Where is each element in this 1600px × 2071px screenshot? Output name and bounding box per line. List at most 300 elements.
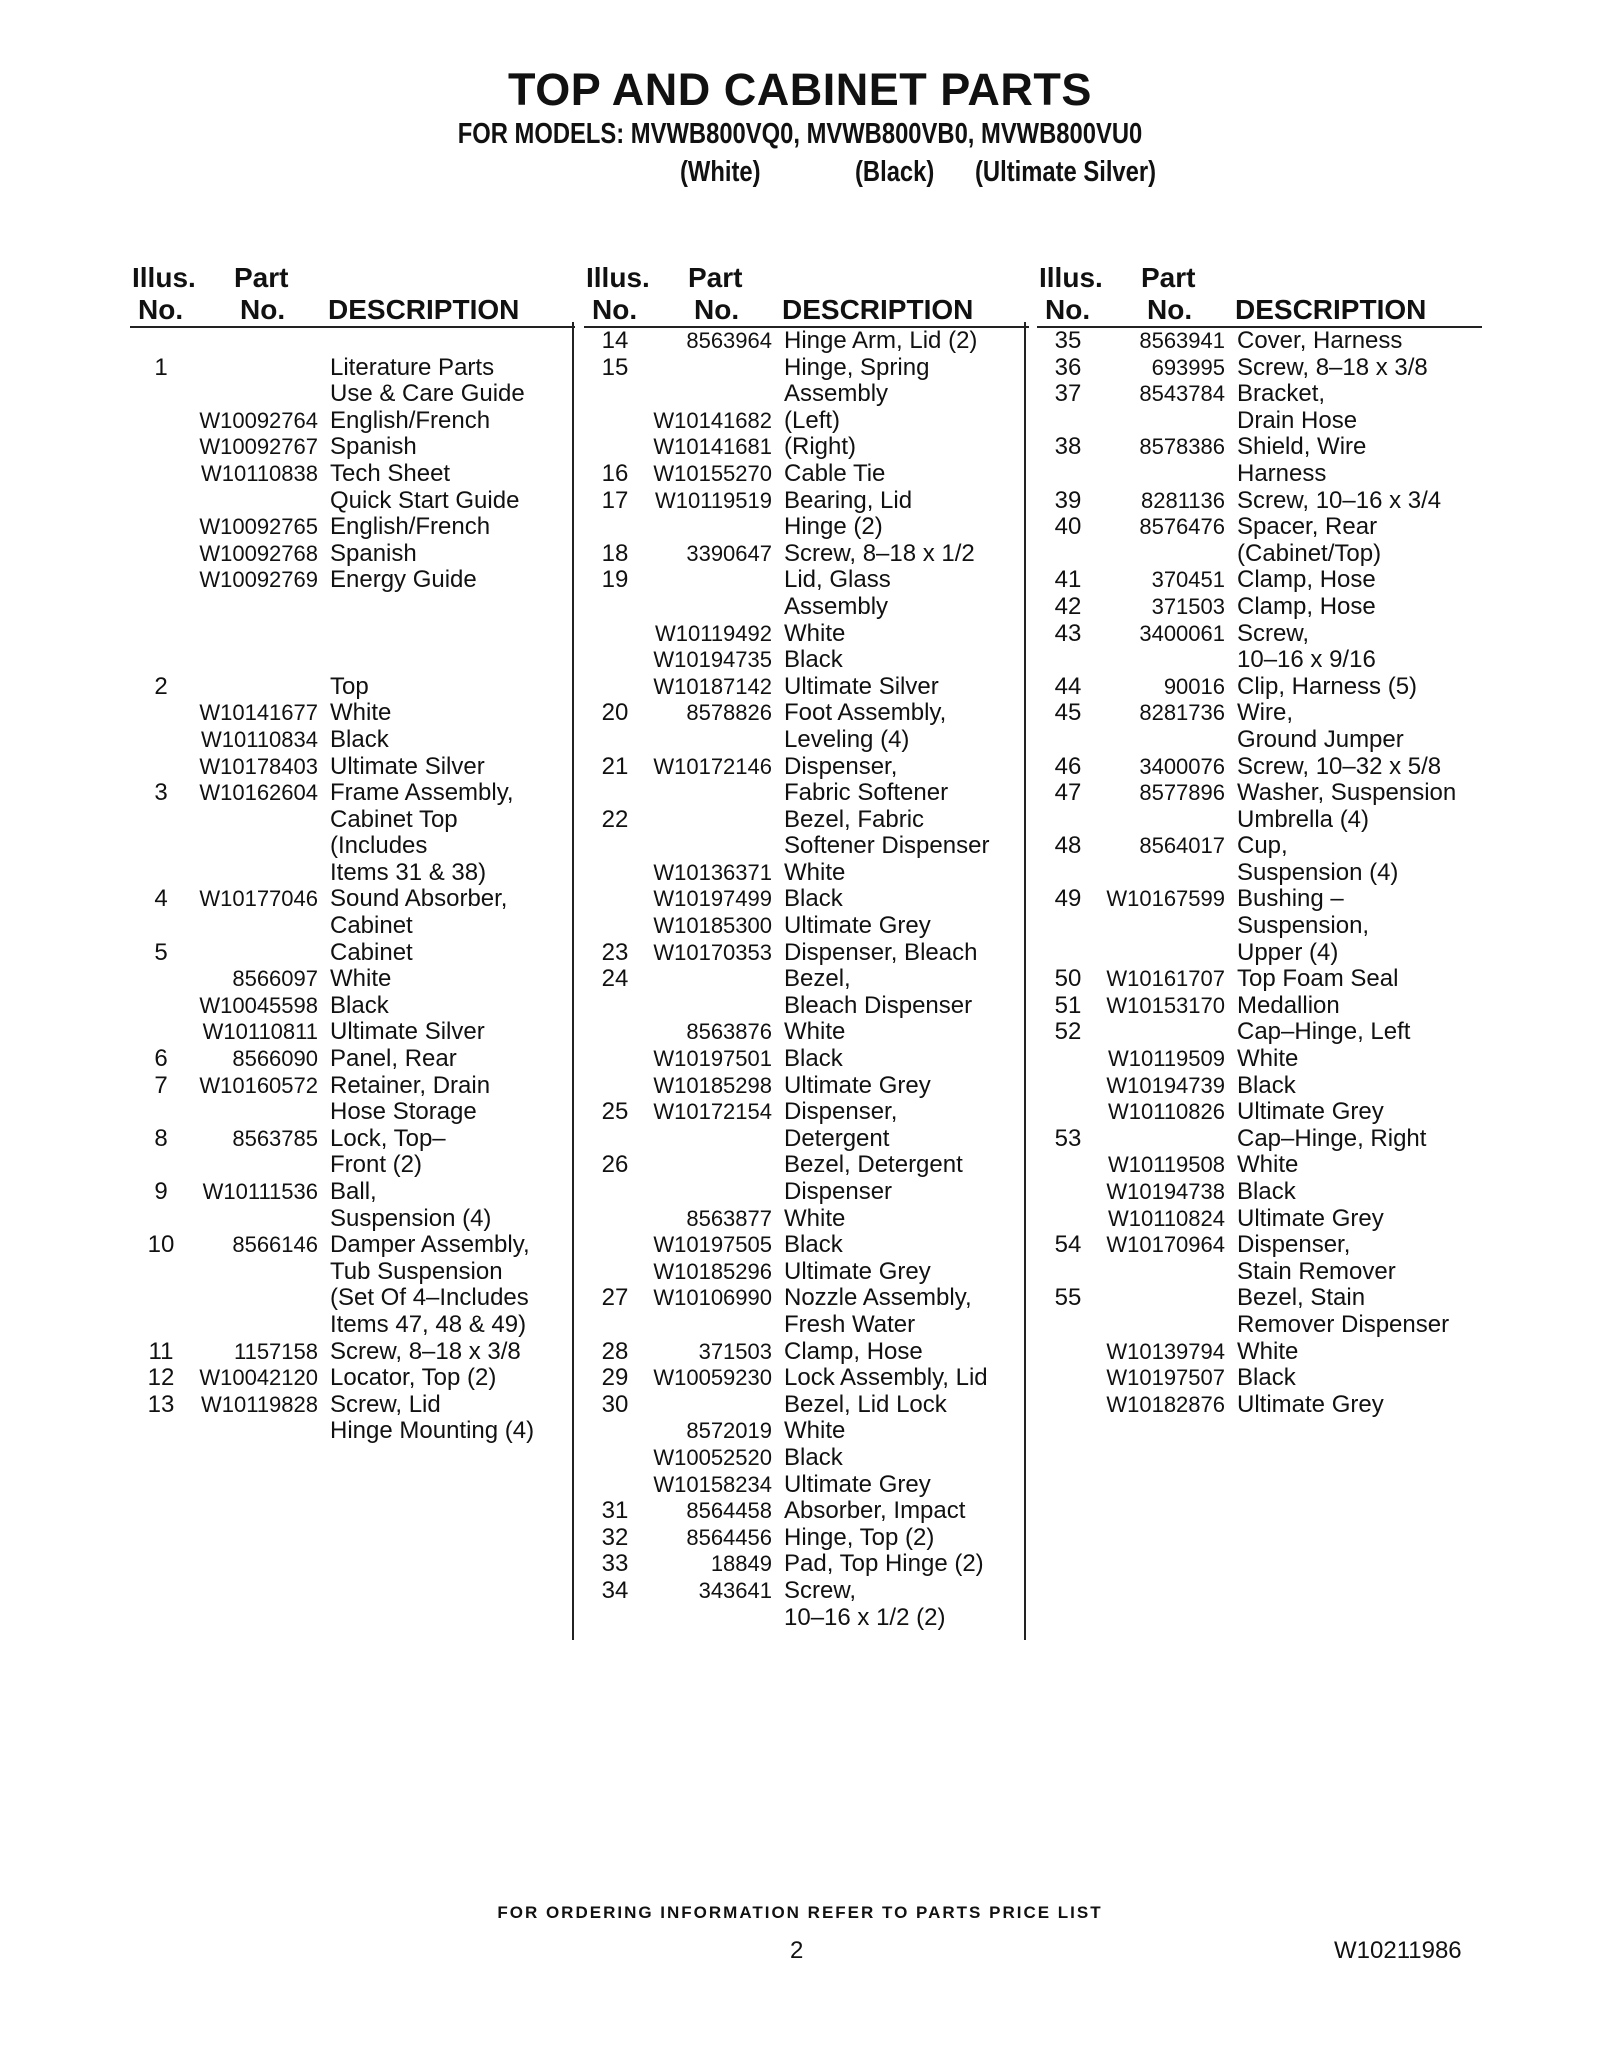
table-row [130,727,575,754]
part-description: Lid, Glass [784,566,891,594]
table-row [1037,780,1482,807]
part-description: Suspension (4) [330,1204,492,1232]
table-row [584,674,1029,701]
illus-number: 19 [601,566,629,594]
table-row [1037,700,1482,727]
table-row [1037,1152,1482,1179]
variant-ultimate-silver: (Ultimate Silver) [975,156,1157,188]
illus-number: 47 [1054,779,1082,807]
table-row [1037,1046,1482,1073]
illus-number: 30 [601,1390,629,1418]
table-row [1037,594,1482,621]
part-number: W10059230 [653,1365,772,1391]
table-row [130,1179,575,1206]
table-row [1037,674,1482,701]
table-row [1037,461,1482,488]
table-row [584,488,1029,515]
table-row [130,860,575,887]
table-row [584,434,1029,461]
part-number: W10185300 [653,913,772,939]
part-number: W10160572 [199,1072,318,1098]
table-row [130,328,575,355]
table-row [584,1152,1029,1179]
header-description: DESCRIPTION [1235,294,1427,325]
part-number: 370451 [1151,567,1225,593]
table-row [130,1365,575,1392]
table-row [584,807,1029,834]
part-description: Spanish [330,433,417,461]
table-row [130,1073,575,1100]
table-row [584,621,1029,648]
table-row [130,408,575,435]
part-number: W10185298 [653,1072,772,1098]
part-number: W10110811 [202,1019,318,1045]
illus-number: 15 [601,353,629,381]
illus-number: 8 [154,1124,168,1152]
part-description: Drain Hose [1237,406,1358,434]
part-description: Ground Jumper [1237,725,1404,753]
table-row [584,993,1029,1020]
illus-number: 27 [601,1284,629,1312]
part-description: Stain Remover [1237,1257,1396,1285]
table-row [130,567,575,594]
table-row [1037,940,1482,967]
part-number: W10110824 [1107,1205,1225,1231]
part-number: W10110826 [1107,1099,1225,1125]
part-number: 8572019 [686,1418,772,1444]
part-description: Ultimate Silver [330,1018,485,1046]
part-description: (Cabinet/Top) [1237,539,1382,567]
part-number: W10141677 [199,700,318,726]
part-number: W10119508 [1107,1152,1225,1178]
table-row [584,1312,1029,1339]
table-row [1037,381,1482,408]
part-description: Black [1237,1364,1296,1392]
part-description: Ultimate Grey [784,1071,931,1099]
illus-number: 38 [1054,433,1082,461]
table-row [1037,886,1482,913]
part-description: White [1237,1151,1299,1179]
part-description: Literature Parts [330,353,495,381]
table-row [1037,1073,1482,1100]
part-description: Black [784,885,843,913]
illus-number: 34 [601,1576,629,1604]
part-description: Umbrella (4) [1237,805,1370,833]
part-description: Clamp, Hose [784,1337,923,1365]
table-row [1037,567,1482,594]
illus-number: 18 [601,539,629,567]
table-row [130,1312,575,1339]
illus-number: 22 [601,805,629,833]
part-description: Fabric Softener [784,779,949,807]
table-row [584,1551,1029,1578]
part-description: Suspension (4) [1237,858,1399,886]
part-description: Cabinet [330,912,413,940]
part-number: 8566097 [232,966,318,992]
illus-number: 40 [1054,513,1082,541]
table-row [1037,1126,1482,1153]
part-description: Sound Absorber, [330,885,508,913]
part-description: English/French [330,513,491,541]
part-number: W10177046 [199,886,318,912]
part-number: W10197501 [653,1046,772,1072]
header-illus-no: No. [592,294,638,325]
column-header [130,258,575,328]
part-description: White [330,699,392,727]
header-part: Part [1141,262,1196,293]
part-number: W10162604 [199,780,318,806]
part-description: Screw, Lid [330,1390,441,1418]
table-row [130,780,575,807]
table-row [1037,1312,1482,1339]
part-number: 8563964 [686,328,772,353]
header-description: DESCRIPTION [328,294,520,325]
table-row [584,1232,1029,1259]
part-number: W10185296 [653,1258,772,1284]
part-number: W10139794 [1106,1338,1225,1364]
part-description: (Set Of 4–Includes [330,1284,529,1312]
part-description: Shield, Wire [1237,433,1367,461]
column-header [584,258,1029,328]
table-row [1037,408,1482,435]
table-row [1037,621,1482,648]
table-row [584,1525,1029,1552]
part-description: (Left) [784,406,841,434]
table-row [130,1126,575,1153]
part-number: W10167599 [1106,886,1225,912]
illus-number: 2 [154,672,168,700]
illus-number: 7 [154,1071,168,1099]
table-row [1037,1392,1482,1419]
part-number: W10197507 [1106,1365,1225,1391]
part-number: 371503 [698,1338,772,1364]
part-description: Cover, Harness [1237,327,1403,354]
part-description: Cup, [1237,832,1288,860]
part-description: Items 31 & 38) [330,858,487,886]
part-description: Suspension, [1237,912,1370,940]
illus-number: 29 [601,1364,629,1392]
part-description: Tech Sheet [330,459,451,487]
part-number: W10172154 [653,1099,772,1125]
table-row [1037,807,1482,834]
part-number: W10119519 [654,487,772,513]
part-number: 8564017 [1139,833,1225,859]
illus-number: 13 [147,1390,175,1418]
illus-number: 52 [1054,1018,1082,1046]
part-description: Spacer, Rear [1237,513,1378,541]
part-description: Pad, Top Hinge (2) [784,1550,984,1578]
part-description: Hose Storage [330,1098,477,1126]
part-description: Foot Assembly, [784,699,947,727]
table-row [130,1046,575,1073]
part-description: Front (2) [330,1151,423,1179]
table-row [130,541,575,568]
table-row [584,727,1029,754]
part-description: Absorber, Impact [784,1497,966,1525]
table-row [1037,1099,1482,1126]
part-description: Ultimate Grey [784,1470,931,1498]
part-description: Screw, 8–18 x 1/2 [784,539,975,567]
header-illus: Illus. [586,262,650,293]
part-description: Harness [1237,459,1327,487]
table-row [1037,860,1482,887]
header-description: DESCRIPTION [782,294,974,325]
part-description: Black [1237,1071,1296,1099]
part-description: Softener Dispenser [784,832,990,860]
part-number: W10194738 [1106,1179,1225,1204]
part-description: Clip, Harness (5) [1237,672,1418,700]
table-row [584,1259,1029,1286]
illus-number: 35 [1054,327,1082,354]
illus-number: 11 [148,1337,174,1365]
part-number: W10197505 [653,1232,772,1258]
illus-number: 20 [601,699,629,727]
part-description: Bushing – [1237,885,1344,913]
part-number: 8563941 [1139,328,1225,353]
part-description: Lock Assembly, Lid [784,1364,988,1392]
table-row [130,1099,575,1126]
part-number: W10111536 [202,1179,318,1204]
illus-number: 28 [601,1337,629,1365]
column-divider [1024,322,1026,1640]
illus-number: 3 [154,779,168,807]
table-row [584,1285,1029,1312]
part-description: Screw, [784,1576,857,1604]
part-description: Bezel, Lid Lock [784,1390,947,1418]
table-row [584,1206,1029,1233]
part-number: 8577896 [1139,780,1225,806]
part-description: (Right) [784,433,857,461]
table-row [130,754,575,781]
table-row [584,860,1029,887]
illus-number: 4 [154,885,168,913]
part-number: 18849 [710,1551,772,1577]
table-row [130,594,575,621]
illus-number: 48 [1054,832,1082,860]
header-illus: Illus. [132,262,196,293]
part-description: Retainer, Drain [330,1071,491,1099]
part-number: 8563877 [686,1205,772,1231]
table-row [1037,1019,1482,1046]
part-number: W10045598 [199,992,318,1018]
table-row [584,594,1029,621]
header-part: Part [234,262,289,293]
page-title: TOP AND CABINET PARTS [508,64,1092,115]
table-row [1037,727,1482,754]
variant-white: (White) [680,156,761,188]
table-row [130,1206,575,1233]
table-row [130,886,575,913]
table-row [130,1152,575,1179]
part-description: Dispenser [784,1178,893,1205]
illus-number: 6 [154,1045,168,1073]
part-description: Top [330,672,369,700]
table-row [130,1339,575,1366]
table-row [584,408,1029,435]
illus-number: 24 [601,965,629,993]
page-number: 2 [790,1937,804,1964]
table-row [584,1099,1029,1126]
illus-number: 36 [1054,353,1082,381]
table-row [130,833,575,860]
part-description: (Includes [330,832,428,860]
table-row [584,1472,1029,1499]
part-number: 343641 [698,1577,772,1603]
table-row [584,1498,1029,1525]
part-description: Black [784,1231,843,1259]
table-row [584,940,1029,967]
part-description: Cable Tie [784,459,886,487]
part-description: Items 47, 48 & 49) [330,1310,527,1338]
header-illus-no: No. [1045,294,1091,325]
part-description: Hinge Arm, Lid (2) [784,327,978,354]
part-description: Black [1237,1178,1296,1205]
part-number: W10197499 [653,886,772,912]
table-row [1037,1285,1482,1312]
part-number: 3400061 [1139,620,1225,646]
part-number: 3390647 [686,540,772,566]
part-number: W10092764 [199,407,318,433]
table-row [1037,754,1482,781]
illus-number: 16 [601,459,629,487]
table-row [130,434,575,461]
table-row [130,966,575,993]
part-number: W10092767 [199,434,318,460]
table-row [584,1418,1029,1445]
part-number: W10170964 [1106,1232,1225,1258]
ordering-note: FOR ORDERING INFORMATION REFER TO PARTS PRICE LIST [497,1903,1103,1922]
table-row [584,1365,1029,1392]
part-number: W10136371 [653,859,772,885]
part-number: W10141681 [653,434,772,460]
part-description: Locator, Top (2) [330,1364,497,1392]
illus-number: 26 [601,1151,629,1179]
table-row [130,807,575,834]
part-description: Bleach Dispenser [784,991,973,1019]
part-number: 3400076 [1139,753,1225,779]
part-description: Lock, Top– [330,1124,446,1152]
part-description: Nozzle Assembly, [784,1284,972,1312]
part-description: Dispenser, [784,752,898,780]
table-row [1037,434,1482,461]
illus-number: 23 [601,938,629,966]
table-row [130,1392,575,1419]
part-description: Ultimate Grey [1237,1390,1384,1418]
table-row [130,355,575,382]
parts-list [1037,328,1482,1418]
part-description: Screw, [1237,619,1310,647]
column-header [1037,258,1482,328]
part-description: Dispenser, Bleach [784,938,978,966]
table-row [584,567,1029,594]
part-number: 8578826 [686,700,772,726]
part-description: 10–16 x 1/2 (2) [784,1603,946,1631]
illus-number: 39 [1054,486,1082,514]
table-row [1037,993,1482,1020]
table-row [584,1339,1029,1366]
part-description: Assembly [784,380,889,408]
part-description: Ultimate Grey [1237,1098,1384,1126]
part-number: W10141682 [653,407,772,433]
part-description: Cabinet Top [330,805,458,833]
part-number: 371503 [1151,593,1225,619]
part-description: Damper Assembly, [330,1231,530,1259]
part-number: W10194739 [1106,1072,1225,1098]
part-number: W10119828 [200,1391,318,1417]
table-row [584,647,1029,674]
part-number: W10182876 [1106,1391,1225,1417]
part-description: White [784,858,846,886]
table-row [130,381,575,408]
table-row [584,1126,1029,1153]
part-description: Washer, Suspension [1237,779,1457,807]
table-row [1037,913,1482,940]
part-description: Cap–Hinge, Right [1237,1124,1427,1152]
part-description: White [784,1018,846,1046]
part-description: White [784,1204,846,1232]
table-row [130,1232,575,1259]
table-row [584,381,1029,408]
part-number: W10119492 [654,620,772,646]
table-row [1037,488,1482,515]
table-row [584,514,1029,541]
part-number: 8564456 [686,1524,772,1550]
table-row [584,1179,1029,1206]
illus-number: 14 [601,327,629,354]
part-description: Ultimate Silver [784,672,939,700]
table-row [584,780,1029,807]
parts-column-2 [584,258,1029,1631]
table-row [1037,1259,1482,1286]
table-row [584,1046,1029,1073]
column-divider [572,322,574,1640]
table-row [1037,355,1482,382]
part-description: Panel, Rear [330,1045,457,1073]
part-number: 8281736 [1139,700,1225,726]
document-number: W10211986 [1334,1937,1462,1964]
table-row [130,647,575,674]
illus-number: 45 [1054,699,1082,727]
part-number: 8566146 [232,1232,318,1258]
table-row [130,488,575,515]
part-number: W10187142 [653,673,772,699]
table-row [584,461,1029,488]
part-description: Assembly [784,592,889,620]
table-row [1037,966,1482,993]
table-row [130,940,575,967]
part-description: Ultimate Grey [1237,1204,1384,1232]
part-description: Black [784,646,843,674]
part-description: Black [330,725,389,753]
part-description: Bezel, Detergent [784,1151,963,1179]
table-row [130,1418,575,1445]
illus-number: 1 [154,353,168,381]
part-description: Top Foam Seal [1237,965,1399,993]
illus-number: 42 [1054,592,1082,620]
table-row [130,700,575,727]
part-number: W10178403 [199,753,318,779]
part-number: W10161707 [1106,966,1225,992]
part-description: Medallion [1237,991,1340,1019]
table-row [130,514,575,541]
table-row [1037,328,1482,355]
part-description: Black [784,1045,843,1073]
table-row [584,1445,1029,1472]
part-number: W10110834 [200,726,318,752]
part-number: 8576476 [1139,514,1225,540]
part-description: Screw, 8–18 x 3/8 [1237,353,1428,381]
illus-number: 49 [1054,885,1082,913]
